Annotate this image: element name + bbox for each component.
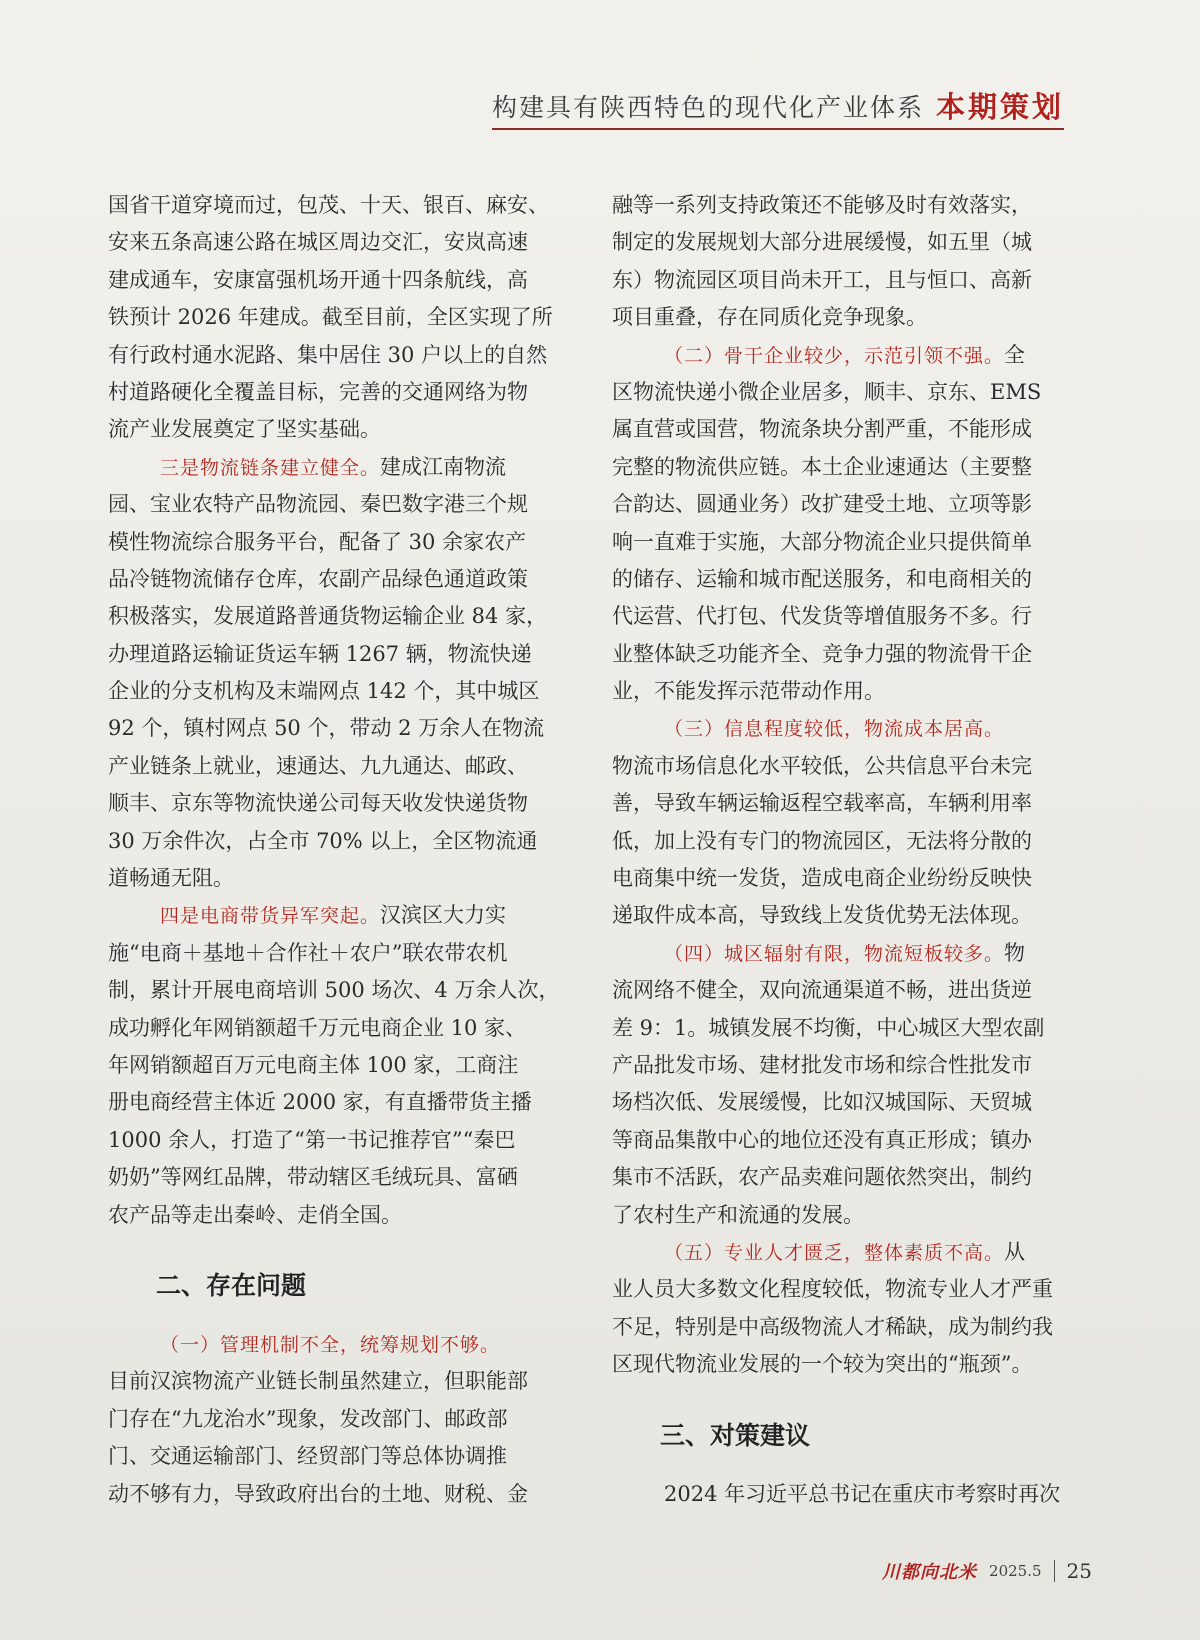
text-line: 集市不活跃，农产品卖难问题依然突出，制约 — [612, 1165, 1032, 1190]
text-line: 东）物流园区项目尚未开工，且与恒口、高新 — [612, 267, 1032, 292]
text-line: 差 9：1。城镇发展不均衡，中心城区大型农副 — [612, 1015, 1045, 1040]
paragraph — [108, 449, 572, 898]
issue-number: 2025.5 — [989, 1562, 1042, 1580]
paragraph — [108, 1326, 572, 1513]
text-run: 从 — [1004, 1239, 1026, 1264]
text-line: 模性物流综合服务平台，配备了 30 余家农产 — [108, 529, 527, 554]
text-line: 门、交通运输部门、经贸部门等总体协调推 — [108, 1444, 507, 1469]
text-line: 农产品等走出秦岭、走俏全国。 — [108, 1202, 402, 1227]
text-run: 物 — [1004, 940, 1026, 965]
right-column — [612, 187, 1078, 1513]
text-line: 属直营或国营，物流条块分割严重，不能形成 — [612, 417, 1032, 442]
paragraph — [612, 337, 1078, 711]
header-section-label: 本期策划 — [935, 90, 1064, 124]
text-line: 善，导致车辆运输返程空载率高，车辆利用率 — [612, 791, 1032, 816]
magazine-logo: 川都向北米 — [882, 1562, 978, 1583]
text-line: 流产业发展奠定了坚实基础。 — [108, 417, 381, 442]
page-number: 25 — [1066, 1559, 1092, 1583]
text-line: 低，加上没有专门的物流园区，无法将分散的 — [612, 828, 1032, 853]
text-line: 了农村生产和流通的发展。 — [612, 1202, 864, 1227]
text-line: 制，累计开展电商培训 500 场次、4 万余人次， — [108, 978, 560, 1003]
footer-divider — [1054, 1560, 1055, 1582]
text-line: 办理道路运输证货运车辆 1267 辆，物流快递 — [108, 641, 532, 666]
highlight-lead: （四）城区辐射有限，物流短板较多。 — [664, 942, 1005, 965]
text-line: 施“电商＋基地＋合作社＋农户”联农带农机 — [108, 940, 508, 965]
text-line: 2024 年习近平总书记在重庆市考察时再次 — [664, 1481, 1061, 1506]
text-line: 合韵达、圆通业务）改扩建受土地、立项等影 — [612, 492, 1032, 517]
text-line: 代运营、代打包、代发货等增值服务不多。行 — [612, 604, 1032, 629]
header-title: 构建具有陕西特色的现代化产业体系 — [492, 93, 925, 122]
paragraph — [612, 1476, 1078, 1513]
text-line: 业人员大多数文化程度较低，物流专业人才严重 — [612, 1277, 1053, 1302]
text-line: 融等一系列支持政策还不能够及时有效落实， — [612, 193, 1032, 217]
paragraph — [612, 935, 1078, 1234]
text-line: 产品批发市场、建材批发市场和综合性批发市 — [612, 1052, 1032, 1077]
text-line: 建成通车，安康富强机场开通十四条航线，高 — [108, 267, 528, 292]
text-line: 物流市场信息化水平较低，公共信息平台未完 — [612, 753, 1032, 778]
left-column — [108, 187, 572, 1513]
text-line: 92 个，镇村网点 50 个，带动 2 万余人在物流 — [108, 716, 545, 741]
text-line: 动不够有力，导致政府出台的土地、财税、金 — [108, 1481, 528, 1506]
text-line — [108, 449, 572, 486]
text-line: 响一直难于实施，大部分物流企业只提供简单 — [612, 529, 1032, 554]
text-line: 道畅通无阻。 — [108, 866, 234, 891]
text-line: 册电商经营主体近 2000 家，有直播带货主播 — [108, 1090, 532, 1115]
text-run: 全 — [1004, 342, 1026, 367]
text-line: 顺丰、京东等物流快递公司每天收发快递货物 — [108, 791, 528, 816]
highlight-lead: 四是电商带货异军突起。 — [160, 905, 381, 928]
running-header — [492, 84, 1064, 130]
text-line: 区物流快递小微企业居多，顺丰、京东、EMS — [612, 379, 1042, 404]
text-line — [612, 337, 1078, 374]
text-line: 等商品集散中心的地位还没有真正形成；镇办 — [612, 1127, 1032, 1152]
highlight-lead: （二）骨干企业较少，示范引领不强。 — [664, 344, 1005, 367]
text-line: 企业的分支机构及末端网点 142 个，其中城区 — [108, 679, 540, 704]
text-line: 区现代物流业发展的一个较为突出的“瓶颈”。 — [612, 1352, 1033, 1377]
text-line — [108, 897, 572, 934]
page-footer — [882, 1558, 1092, 1584]
text-line: 目前汉滨物流产业链长制虽然建立，但职能部 — [108, 1369, 528, 1394]
text-line: 项目重叠，存在同质化竞争现象。 — [612, 305, 927, 330]
text-line: 年网销额超百万元电商主体 100 家，工商注 — [108, 1052, 519, 1077]
section-heading: 二、存在问题 — [156, 1270, 307, 1300]
text-line — [612, 710, 1078, 747]
text-line: 30 万余件次，占全市 70% 以上，全区物流通 — [108, 828, 538, 853]
text-line: 流网络不健全，双向流通渠道不畅，进出货逆 — [612, 978, 1032, 1003]
paragraph — [612, 710, 1078, 934]
text-line: 电商集中统一发货，造成电商企业纷纷反映快 — [612, 866, 1032, 891]
text-line: 的储存、运输和城市配送服务，和电商相关的 — [612, 566, 1032, 591]
text-line: 场档次低、发展缓慢，比如汉城国际、天贸城 — [612, 1090, 1032, 1115]
text-line: 不足，特别是中高级物流人才稀缺，成为制约我 — [612, 1314, 1053, 1339]
text-line: 成功孵化年网销额超千万元电商企业 10 家、 — [108, 1015, 527, 1040]
text-line: 递取件成本高，导致线上发货优势无法体现。 — [612, 903, 1032, 928]
text-line: 国省干道穿境而过，包茂、十天、银百、麻安、 — [108, 193, 549, 217]
text-line — [612, 1234, 1078, 1271]
text-line: 安来五条高速公路在城区周边交汇，安岚高速 — [108, 230, 528, 255]
text-line: 铁预计 2026 年建成。截至目前，全区实现了所 — [108, 305, 553, 330]
text-run: 汉滨区大力实 — [380, 903, 507, 928]
text-line: 园、宝业农特产品物流园、秦巴数字港三个规 — [108, 492, 528, 517]
section-heading: 三、对策建议 — [660, 1420, 811, 1450]
highlight-lead: 三是物流链条建立健全。 — [160, 456, 381, 479]
paragraph — [612, 1234, 1078, 1384]
highlight-lead: （五）专业人才匮乏，整体素质不高。 — [664, 1241, 1005, 1264]
paragraph — [108, 897, 572, 1234]
text-line: 有行政村通水泥路、集中居住 30 户以上的自然 — [108, 342, 548, 367]
text-line: 奶奶”等网红品牌，带动辖区毛绒玩具、富硒 — [108, 1165, 518, 1190]
text-line: 积极落实，发展道路普通货物运输企业 84 家， — [108, 604, 548, 629]
text-line: 业整体缺乏功能齐全、竞争力强的物流骨干企 — [612, 641, 1032, 666]
highlight-lead: （三）信息程度较低，物流成本居高。 — [664, 718, 1005, 741]
text-line — [612, 935, 1078, 972]
paragraph — [108, 187, 572, 449]
text-line: 1000 余人，打造了“第一书记推荐官”“秦巴 — [108, 1127, 516, 1152]
text-line: 产业链条上就业，速通达、九九通达、邮政、 — [108, 753, 528, 778]
highlight-lead: （一）管理机制不全，统筹规划不够。 — [160, 1333, 501, 1356]
text-line: 制定的发展规划大部分进展缓慢，如五里（城 — [612, 230, 1032, 255]
text-line: 品冷链物流储存仓库，农副产品绿色通道政策 — [108, 566, 528, 591]
text-line: 业，不能发挥示范带动作用。 — [612, 679, 885, 704]
text-line: 村道路硬化全覆盖目标，完善的交通网络为物 — [108, 379, 528, 404]
text-run: 建成江南物流 — [380, 454, 507, 479]
text-line: 门存在“九龙治水”现象，发改部门、邮政部 — [108, 1406, 508, 1431]
text-line: 完整的物流供应链。本土企业速通达（主要整 — [612, 454, 1032, 479]
paragraph — [612, 187, 1078, 337]
text-line — [108, 1326, 572, 1363]
